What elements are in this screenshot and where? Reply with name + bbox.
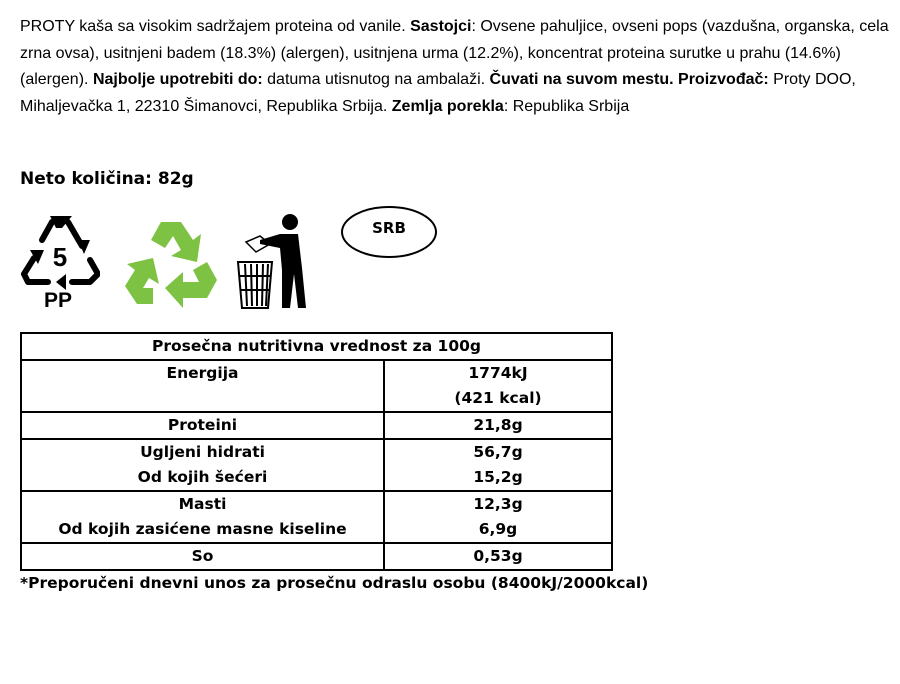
sugars-label: Od kojih šećeri (137, 468, 268, 486)
origin-text: : Republika Srbija (503, 97, 630, 115)
nutrient-value (384, 412, 612, 439)
best-before-label: Najbolje upotrebiti do: (92, 71, 263, 88)
nutrient-label (21, 412, 384, 439)
footnote: *Preporučeni dnevni unos za prosečnu odraslu osobu (8400kJ/2000kcal) (20, 574, 649, 592)
recycle-code: 5 (52, 242, 68, 272)
ingredients-label: Sastojci (410, 18, 472, 35)
ingredients-text: : Ovsene pahuljice, ovseni pops (vazdušna, organska, cela zrna ovsa), usitnjeni badem (18.3%) (alergen), usitnjena urma (12.2%), koncentrat proteina surutke u prahu (14.6%) (alergen). (20, 18, 889, 88)
carbs-value: 56,7g (473, 443, 523, 461)
nutrient-value (384, 439, 612, 491)
origin-label: Zemlja porekla (391, 97, 504, 115)
best-before-text: datuma utisnutog na ambalaži. (267, 71, 486, 88)
sugars-value: 15,2g (473, 468, 523, 486)
table-row (21, 439, 612, 491)
table-row (21, 360, 612, 412)
saturated-fat-label: Od kojih zasićene masne kiseline (58, 520, 347, 538)
storage-label: Čuvati na suvom mestu. (489, 71, 674, 88)
table-row (21, 543, 612, 570)
producer-text: Proty DOO, Mihaljevačka 1, 22310 Šimanovci, Republika Srbija. (20, 71, 856, 115)
nutrition-table (20, 332, 613, 571)
salt-label: So (191, 547, 214, 565)
recycle-material: PP (44, 289, 73, 312)
nutrient-label (21, 360, 384, 412)
table-row (21, 491, 612, 543)
fat-label: Masti (178, 495, 227, 513)
carbs-label: Ugljeni hidrati (140, 443, 265, 461)
nutrient-label (21, 543, 384, 570)
nutrient-label (21, 439, 384, 491)
nutrient-label (21, 491, 384, 543)
saturated-fat-value: 6,9g (478, 520, 518, 538)
energy-label: Energija (166, 364, 239, 382)
nutrient-value (384, 491, 612, 543)
protein-label: Proteini (167, 416, 238, 434)
producer-label: Proizvođač: (678, 71, 769, 88)
fat-value: 12,3g (473, 495, 523, 513)
ingredients-paragraph (20, 14, 890, 120)
energy-kcal: (421 kcal) (454, 389, 542, 407)
protein-value: 21,8g (473, 416, 523, 434)
table-row (21, 412, 612, 439)
green-recycle-icon (123, 218, 217, 310)
salt-value: 0,53g (473, 547, 523, 565)
nutrition-title: Prosečna nutritivna vrednost za 100g (21, 333, 612, 360)
nutrient-value (384, 543, 612, 570)
net-quantity: Neto količina: 82g (20, 169, 194, 189)
product-description: PROTY kaša sa visokim sadržajem proteina od vanile. (20, 18, 406, 35)
nutrient-value (384, 360, 612, 412)
country-badge: SRB (372, 219, 406, 237)
tidyman-icon (232, 212, 316, 312)
energy-kj: 1774kJ (468, 364, 528, 382)
